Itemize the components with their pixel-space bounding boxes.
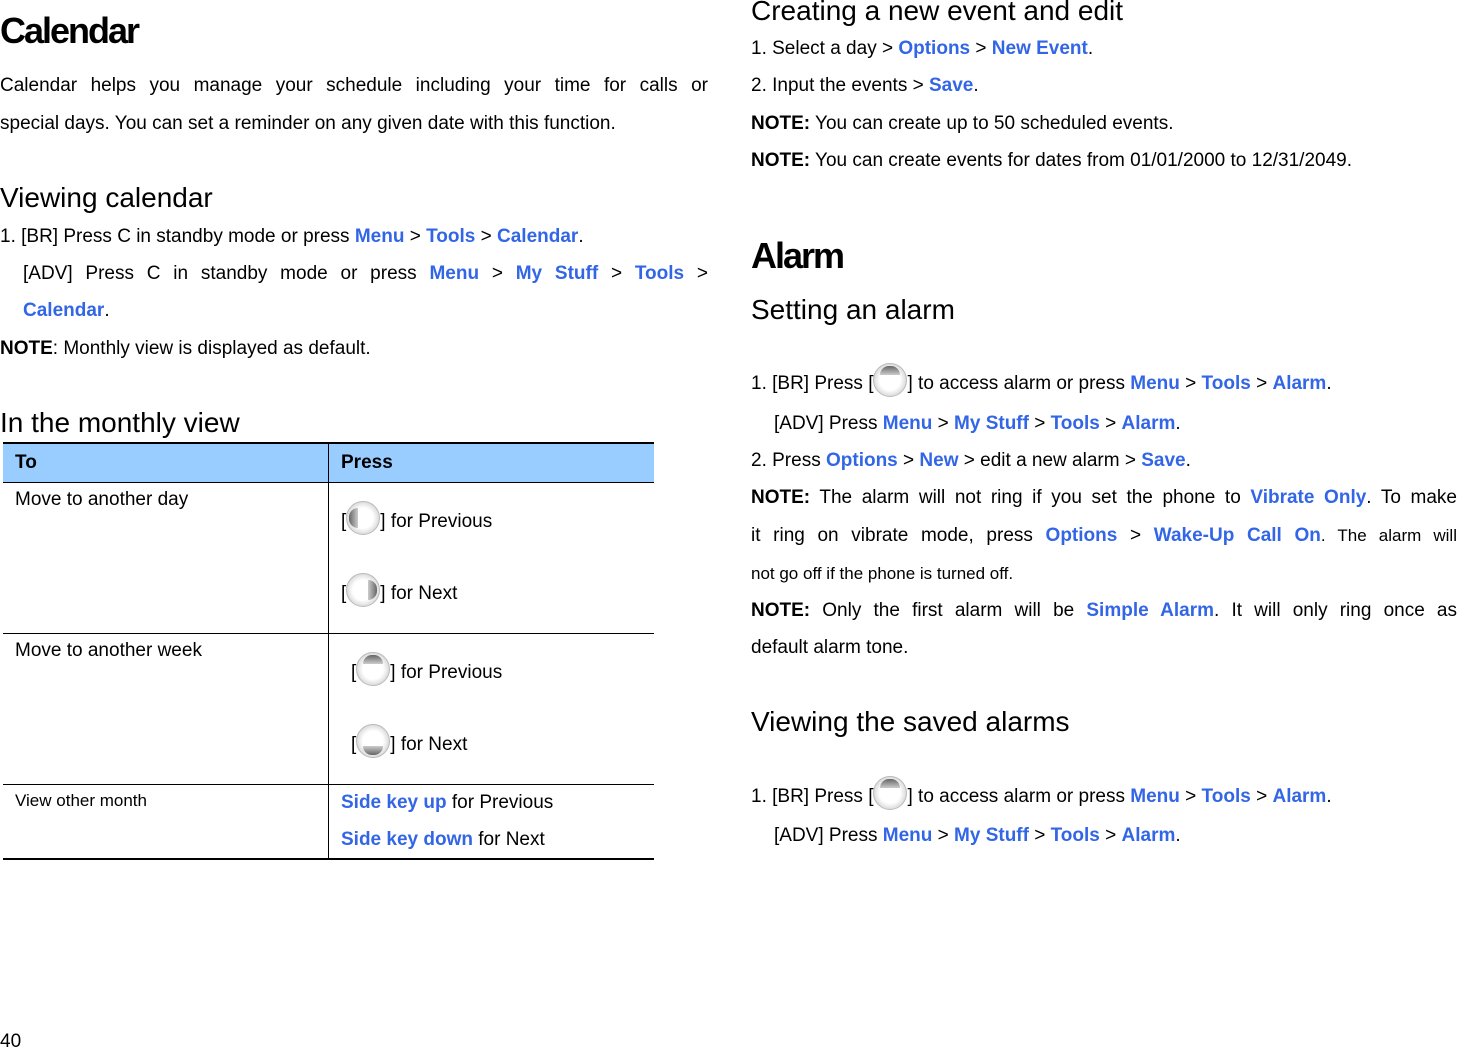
kw-tools: Tools <box>1201 373 1251 394</box>
sep: > <box>475 226 497 247</box>
note-simple-l2: default alarm tone. <box>751 637 909 658</box>
adv-press: [ADV] Press <box>774 413 883 434</box>
kw-options: Options <box>1045 525 1118 546</box>
note-vibrate-l1 <box>751 486 1457 510</box>
kw-tools: Tools <box>1050 825 1100 846</box>
adv-press: [ADV] Press <box>774 825 883 846</box>
kw-mystuff: My Stuff <box>954 825 1029 846</box>
kw-tools: Tools <box>634 263 685 284</box>
kw-calendar: Calendar <box>23 300 105 321</box>
note2: You can create events for dates from 01/01/2000 to 12/31/2049. <box>810 150 1352 171</box>
br-press: 1. [BR] Press [ <box>751 373 874 394</box>
table-row <box>3 483 654 634</box>
bracket: [ <box>341 511 347 532</box>
note3-b: . To make <box>1366 487 1457 508</box>
note3-d: . The alarm will <box>1320 526 1457 545</box>
viewing-step1-adv: [ADV] Press Menu > My Stuff > Tools > Alarm. <box>774 825 1181 846</box>
nav-up-key-icon <box>873 776 907 810</box>
note4-a: Only the first alarm will be <box>810 600 1087 621</box>
s2-mid: > edit a new alarm > <box>958 450 1142 471</box>
note-simple-l1 <box>751 599 1457 623</box>
for-next: for Next <box>472 829 545 850</box>
setting-step2: 2. Press Options > New > edit a new alarm > Save. <box>751 450 1191 471</box>
alarm-title: Alarm <box>751 235 844 276</box>
note-label: NOTE: <box>751 487 811 508</box>
c1-prefix: 1. Select a day > <box>751 38 899 59</box>
nav-up-key-icon <box>873 363 907 397</box>
kw-wake-up: Wake-Up Call On <box>1153 525 1321 546</box>
row-week-press <box>329 634 655 785</box>
intro-line-2: special days. You can set a reminder on any given date with this function. <box>0 113 616 134</box>
note-text: : Monthly view is displayed as default. <box>52 338 371 359</box>
setting-step1-br: 1. [BR] Press [ ] to access alarm or press Menu > Tools > Alarm. <box>751 363 1332 397</box>
row-month-to: View other month <box>3 785 329 860</box>
table-row <box>3 634 654 785</box>
kw-new-event: New Event <box>991 38 1088 59</box>
kw-menu: Menu <box>354 226 405 247</box>
adv-prefix: [ADV] Press C in standby mode or press <box>23 263 417 284</box>
kw-alarm: Alarm <box>1121 413 1176 434</box>
table-header-row <box>3 443 654 483</box>
row-week-to: Move to another week <box>3 634 329 785</box>
bracket: [ <box>351 734 357 755</box>
note-label: NOTE: <box>751 600 811 621</box>
for-next: ] for Next <box>380 583 458 604</box>
header-to: To <box>3 443 329 483</box>
table-row <box>3 785 654 860</box>
br-access: ] to access alarm or press <box>907 373 1131 394</box>
note-vibrate-l2: it ring on vibrate mode, press Options > Wake-Up Call On. The alarm will <box>751 525 1457 546</box>
kw-new: New <box>919 450 959 471</box>
note3-a: The alarm will not ring if you set the phone to <box>810 487 1251 508</box>
viewing-calendar-heading: Viewing calendar <box>0 182 213 213</box>
dot: . <box>104 300 110 321</box>
step1-adv-cont <box>23 299 110 323</box>
row-day-to: Move to another day <box>3 483 329 634</box>
kw-vibrate-only: Vibrate Only <box>1250 487 1367 508</box>
note-vibrate-l3: not go off if the phone is turned off. <box>751 564 1014 583</box>
note4-b: . It will only ring once as <box>1214 600 1457 621</box>
dot: . <box>578 226 584 247</box>
kw-mystuff: My Stuff <box>515 263 599 284</box>
kw-alarm: Alarm <box>1121 825 1176 846</box>
intro-line-1: Calendar helps you manage your schedule including your time for calls or <box>0 75 708 96</box>
step1-br <box>0 225 584 249</box>
note3-c: it ring on vibrate mode, press <box>751 525 1046 546</box>
kw-save: Save <box>929 75 974 96</box>
kw-menu: Menu <box>1130 373 1180 394</box>
note-label: NOTE: <box>751 113 811 134</box>
note-label: NOTE: <box>751 150 811 171</box>
create-step2: 2. Input the events > Save. <box>751 75 979 96</box>
nav-left-key-icon <box>346 501 380 535</box>
kw-side-down: Side key down <box>341 829 473 850</box>
kw-tools: Tools <box>426 226 476 247</box>
kw-alarm: Alarm <box>1272 786 1327 807</box>
sep: > <box>404 226 427 247</box>
viewing-alarms-heading: Viewing the saved alarms <box>751 706 1070 737</box>
create-step1: 1. Select a day > Options > New Event. <box>751 38 1094 59</box>
kw-menu: Menu <box>429 263 480 284</box>
note-label: NOTE <box>0 338 53 359</box>
note1: You can create up to 50 scheduled events. <box>810 113 1174 134</box>
kw-menu: Menu <box>1130 786 1180 807</box>
note-max-events <box>751 112 1174 136</box>
viewing-step1-br: 1. [BR] Press [ ] to access alarm or press Menu > Tools > Alarm. <box>751 776 1332 810</box>
c2-prefix: 2. Input the events > <box>751 75 929 96</box>
row-month-press <box>329 785 655 860</box>
kw-menu: Menu <box>882 413 933 434</box>
for-previous: for Previous <box>446 792 554 813</box>
monthly-view-table <box>3 442 654 860</box>
setting-step1-adv: [ADV] Press Menu > My Stuff > Tools > Alarm. <box>774 413 1181 434</box>
row-day-press <box>329 483 655 634</box>
br-access: ] to access alarm or press <box>907 786 1131 807</box>
for-previous: ] for Previous <box>380 511 493 532</box>
page-number: 40 <box>0 1031 22 1052</box>
kw-tools: Tools <box>1201 786 1251 807</box>
kw-options: Options <box>825 450 898 471</box>
step1-prefix: 1. [BR] Press C in standby mode or press <box>0 226 355 247</box>
kw-simple-alarm: Simple Alarm <box>1086 600 1214 621</box>
for-previous: ] for Previous <box>390 662 503 683</box>
nav-up-key-icon <box>356 652 390 686</box>
kw-tools: Tools <box>1050 413 1100 434</box>
bracket: [ <box>351 662 357 683</box>
kw-menu: Menu <box>882 825 933 846</box>
note-date-range <box>751 149 1352 173</box>
monthly-view-heading: In the monthly view <box>0 407 240 438</box>
for-next: ] for Next <box>390 734 468 755</box>
bracket: [ <box>341 583 347 604</box>
setting-alarm-heading: Setting an alarm <box>751 294 955 325</box>
nav-right-key-icon <box>346 573 380 607</box>
kw-side-up: Side key up <box>341 792 447 813</box>
kw-options: Options <box>898 38 971 59</box>
create-event-heading: Creating a new event and edit <box>751 0 1124 26</box>
kw-alarm: Alarm <box>1272 373 1327 394</box>
step1-adv: [ADV] Press C in standby mode or press Menu > My Stuff > Tools > <box>23 263 709 284</box>
s2-prefix: 2. Press <box>751 450 826 471</box>
calendar-title: Calendar <box>0 10 139 51</box>
nav-down-key-icon <box>356 724 390 758</box>
header-press: Press <box>329 443 655 483</box>
kw-save: Save <box>1141 450 1186 471</box>
kw-mystuff: My Stuff <box>954 413 1029 434</box>
kw-calendar: Calendar <box>497 226 579 247</box>
note-monthly <box>0 337 371 361</box>
br-press: 1. [BR] Press [ <box>751 786 874 807</box>
